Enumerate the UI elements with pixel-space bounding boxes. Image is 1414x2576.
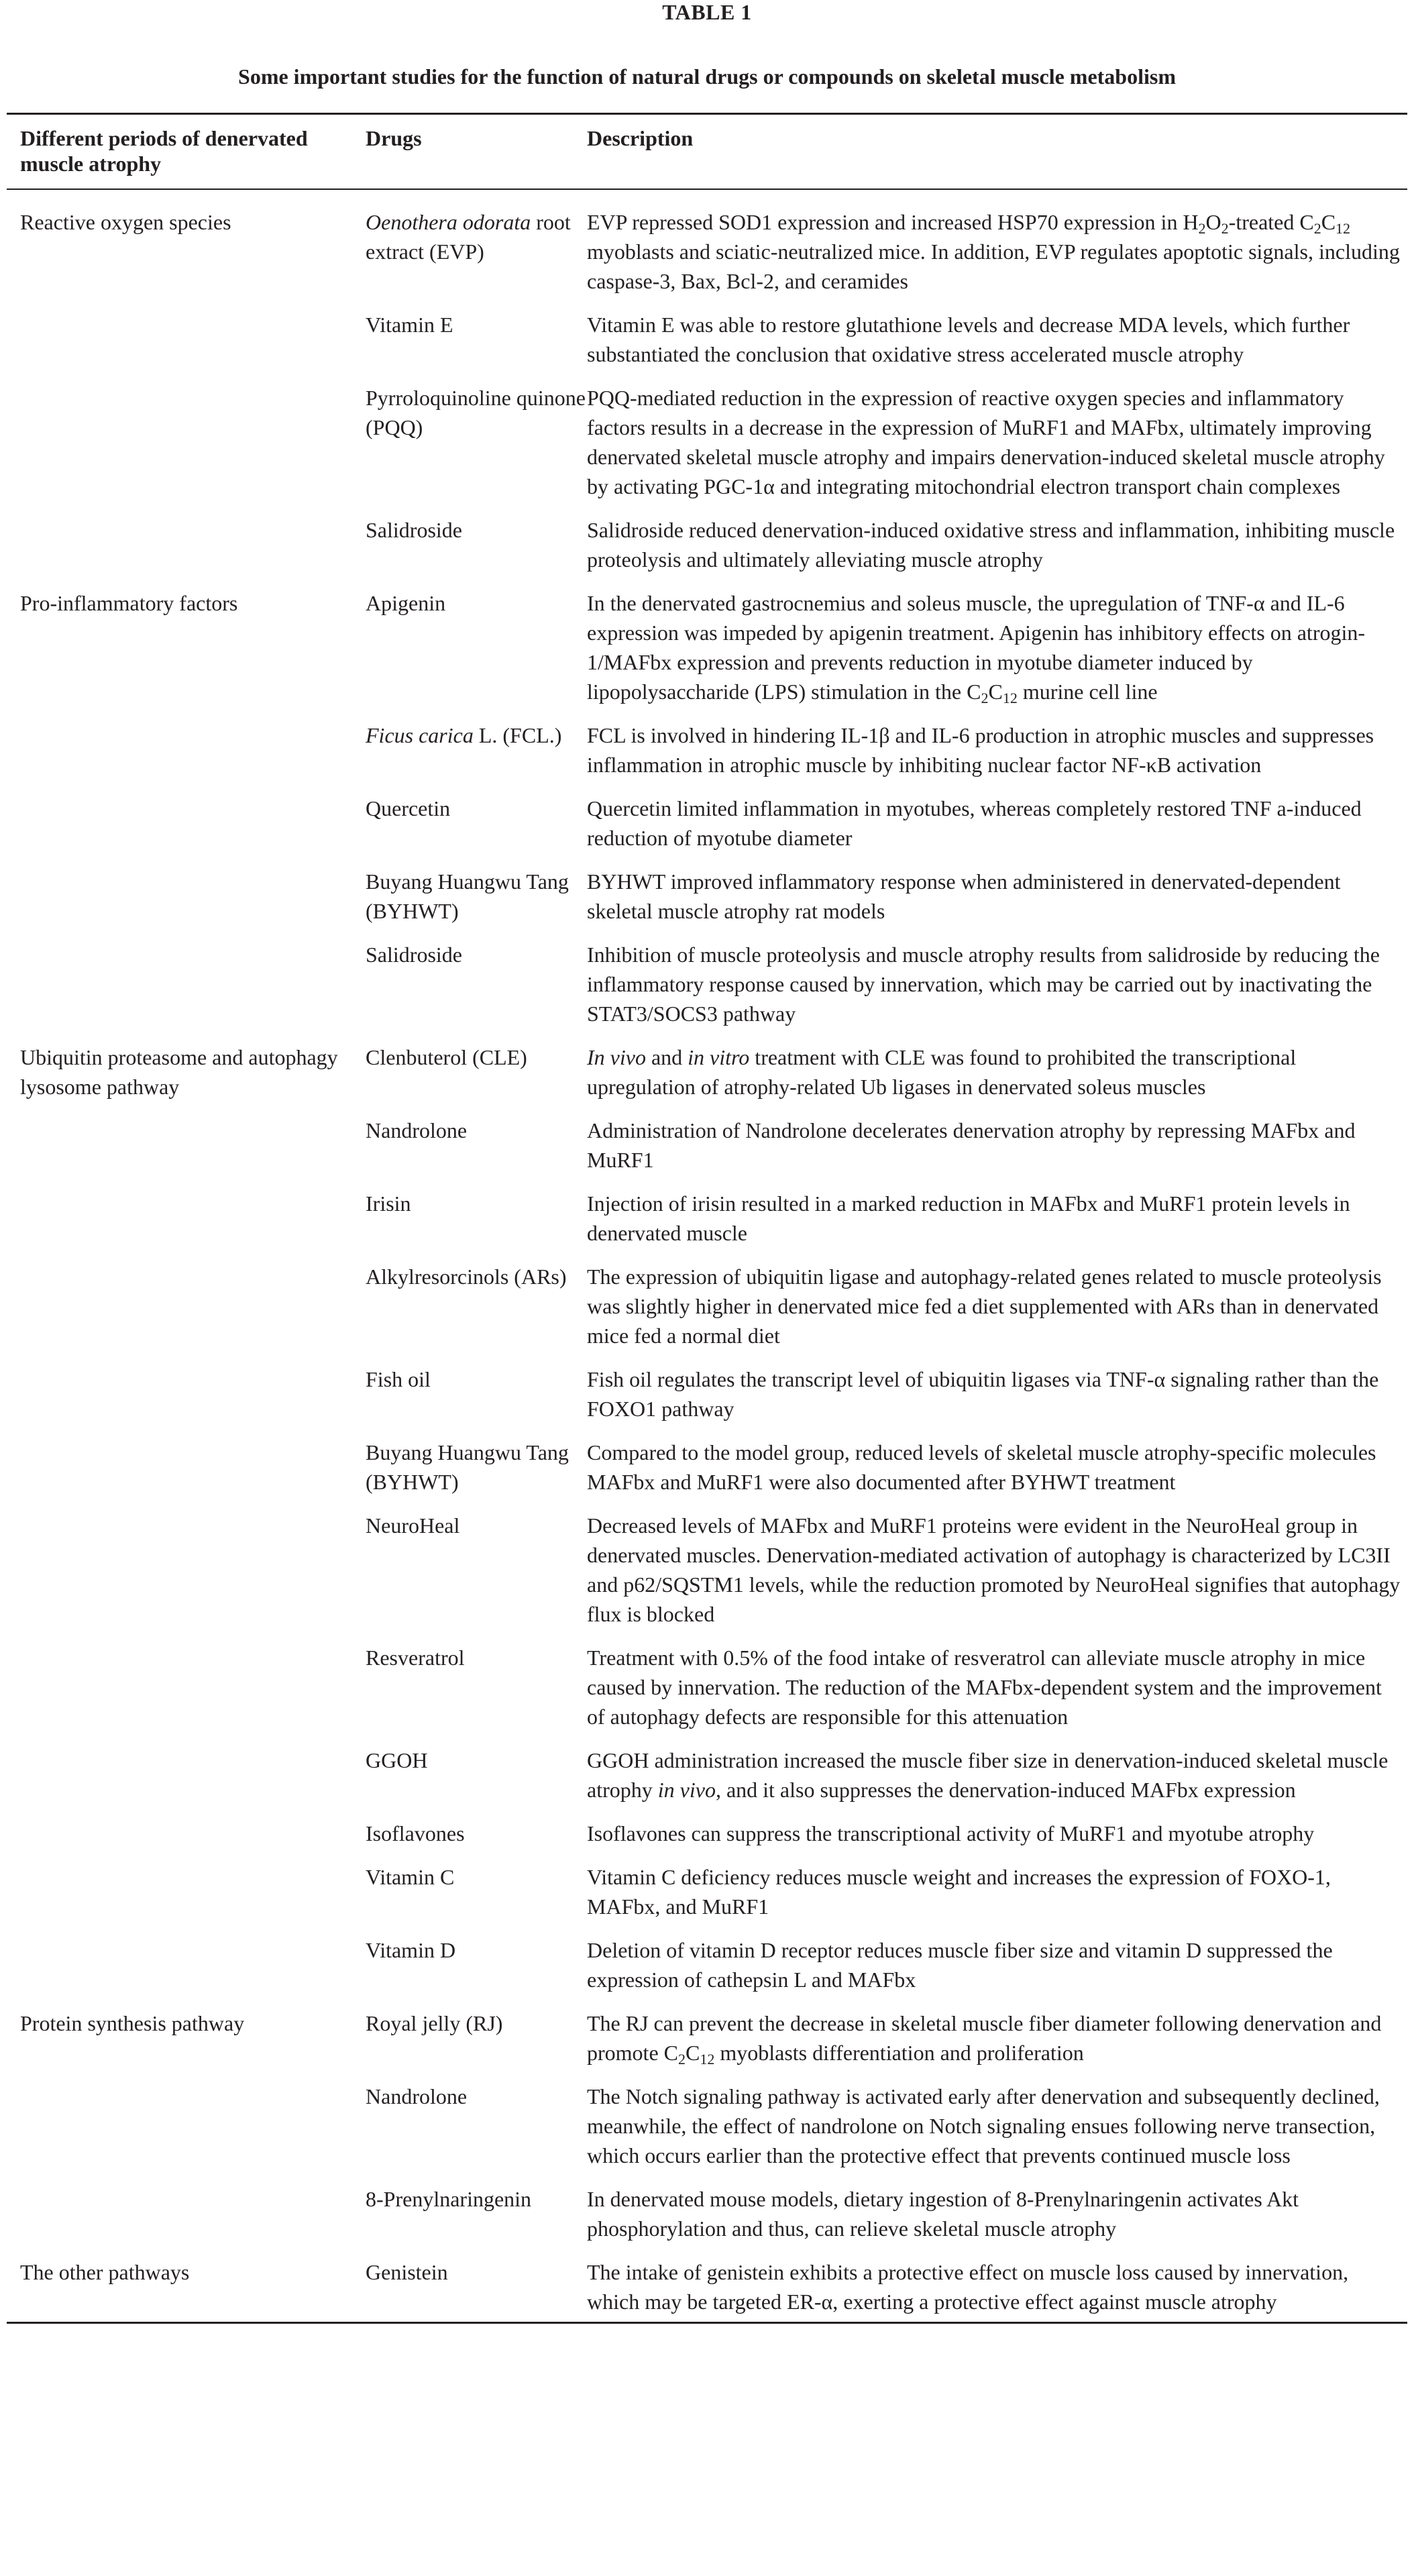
table-row	[7, 2076, 1407, 2179]
cell-drug: Oenothera odorata root extract (EVP)	[366, 210, 571, 264]
table-row	[7, 510, 1407, 583]
cell-period	[7, 715, 356, 788]
table-header-row	[7, 114, 1407, 190]
cell-drug: Vitamin D	[366, 1938, 456, 1962]
table-row	[7, 2179, 1407, 2252]
cell-drug: Salidroside	[366, 943, 462, 967]
cell-period	[7, 1740, 356, 1813]
table-row	[7, 1110, 1407, 1183]
cell-drug: 8-Prenylnaringenin	[366, 2187, 532, 2211]
table-row	[7, 1505, 1407, 1638]
table-row	[7, 1813, 1407, 1857]
table-row	[7, 1359, 1407, 1432]
cell-description: The Notch signaling pathway is activated early after denervation and subsequently declined, meanwhile, the effect of nandrolone on Notch signaling ensues following nerve transection, which occurs earlier than the protective effect that prevents continued muscle loss	[587, 2084, 1380, 2167]
cell-description: The RJ can prevent the decrease in skeletal muscle fiber diameter following denervation and promote $C_2C_{12}$ myoblasts differentiation and proliferation	[587, 2011, 1382, 2068]
cell-drug: Royal jelly (RJ)	[366, 2011, 503, 2035]
cell-period	[7, 1432, 356, 1505]
cell-period	[7, 788, 356, 861]
table-row	[7, 305, 1407, 378]
cell-drug: Buyang Huangwu Tang (BYHWT)	[366, 869, 569, 923]
cell-description: BYHWT improved inflammatory response when administered in denervated-dependent skeletal muscle atrophy rat models	[587, 869, 1341, 923]
cell-description: Decreased levels of MAFbx and MuRF1 proteins were evident in the NeuroHeal group in denervated muscles. Denervation-mediated activation of autophagy is characterized by LC3II and p62/SQSTM1 levels, while the reduction promoted by NeuroHeal signifies that autophagy flux is blocked	[587, 1513, 1401, 1626]
cell-drug: NeuroHeal	[366, 1513, 460, 1538]
table-row	[7, 1432, 1407, 1505]
cell-period: Pro-inflammatory factors	[20, 591, 238, 615]
cell-drug: Irisin	[366, 1191, 411, 1216]
cell-period	[7, 1110, 356, 1183]
cell-description: Vitamin E was able to restore glutathione levels and decrease MDA levels, which further substantiated the conclusion that oxidative stress accelerated muscle atrophy	[587, 313, 1350, 366]
cell-period: The other pathways	[20, 2260, 190, 2284]
cell-drug: Resveratrol	[366, 1646, 465, 1670]
table-label: TABLE 1	[662, 0, 752, 24]
cell-description: Treatment with 0.5% of the food intake of resveratrol can alleviate muscle atrophy in mice caused by innervation. The reduction of the MAFbx-dependent system and the improvement of autophagy defects are responsible for this attenuation	[587, 1646, 1382, 1729]
cell-description: In vivo and in vitro treatment with CLE was found to prohibited the transcriptional upregulation of atrophy-related Ub ligases in denervated soleus muscles	[587, 1045, 1297, 1099]
cell-period	[7, 1359, 356, 1432]
cell-drug: Ficus carica L. (FCL.)	[366, 723, 562, 747]
cell-description: The intake of genistein exhibits a protective effect on muscle loss caused by innervation, which may be targeted ER-α, exerting a protective effect against muscle atrophy	[587, 2260, 1349, 2314]
table-row	[7, 1256, 1407, 1359]
cell-period	[7, 1256, 356, 1359]
cell-drug: Salidroside	[366, 518, 462, 542]
cell-drug: Genistein	[366, 2260, 448, 2284]
table-row	[7, 1857, 1407, 1930]
table-row	[7, 2003, 1407, 2076]
cell-period	[7, 1638, 356, 1740]
table-row	[7, 2252, 1407, 2323]
cell-description: Vitamin C deficiency reduces muscle weight and increases the expression of FOXO-1, MAFbx, and MuRF1	[587, 1865, 1331, 1919]
cell-period	[7, 2179, 356, 2252]
cell-drug: Fish oil	[366, 1367, 431, 1391]
cell-period	[7, 378, 356, 510]
cell-drug: Vitamin C	[366, 1865, 455, 1889]
table-row	[7, 715, 1407, 788]
cell-description: FCL is involved in hindering IL-1β and IL-6 production in atrophic muscles and suppresses inflammation in atrophic muscle by inhibiting nuclear factor NF-κB activation	[587, 723, 1374, 777]
table-row	[7, 189, 1407, 305]
cell-period: Protein synthesis pathway	[20, 2011, 245, 2035]
cell-description: Injection of irisin resulted in a marked reduction in MAFbx and MuRF1 protein levels in denervated muscle	[587, 1191, 1350, 1245]
cell-description: PQQ-mediated reduction in the expression of reactive oxygen species and inflammatory factors results in a decrease in the expression of MuRF1 and MAFbx, ultimately improving denervated skeletal muscle atrophy and impairs denervation-induced skeletal muscle atrophy by activating PGC-1α and integrating mitochondrial electron transport chain complexes	[587, 386, 1385, 498]
cell-period	[7, 861, 356, 934]
cell-drug: Clenbuterol (CLE)	[366, 1045, 527, 1069]
table-caption: Some important studies for the function of natural drugs or compounds on skeletal muscle metabolism	[238, 64, 1176, 89]
cell-period	[7, 510, 356, 583]
cell-description: Salidroside reduced denervation-induced oxidative stress and inflammation, inhibiting muscle proteolysis and ultimately alleviating muscle atrophy	[587, 518, 1395, 572]
cell-period	[7, 305, 356, 378]
table-row	[7, 934, 1407, 1037]
header-description: Description	[587, 126, 694, 150]
cell-drug: Buyang Huangwu Tang (BYHWT)	[366, 1440, 569, 1494]
table-row	[7, 788, 1407, 861]
cell-drug: GGOH	[366, 1748, 428, 1772]
cell-period	[7, 2076, 356, 2179]
cell-drug: Apigenin	[366, 591, 446, 615]
cell-description: GGOH administration increased the muscle fiber size in denervation-induced skeletal muscle atrophy in vivo, and it also suppresses the denervation-induced MAFbx expression	[587, 1748, 1389, 1802]
cell-description: In denervated mouse models, dietary ingestion of 8-Prenylnaringenin activates Akt phosphorylation and thus, can relieve skeletal muscle atrophy	[587, 2187, 1299, 2241]
cell-drug: Isoflavones	[366, 1821, 465, 1845]
table-row	[7, 1638, 1407, 1740]
table-row	[7, 861, 1407, 934]
cell-description: Isoflavones can suppress the transcriptional activity of MuRF1 and myotube atrophy	[587, 1821, 1315, 1845]
cell-period	[7, 1183, 356, 1256]
cell-drug: Quercetin	[366, 796, 451, 820]
header-drugs: Drugs	[366, 126, 422, 150]
cell-description: EVP repressed SOD1 expression and increased HSP70 expression in $H_2O_2$-treated $C_2C_{12}$ myoblasts and sciatic-neutralized mice. In addition, EVP regulates apoptotic signals, including caspase-3, Bax, Bcl-2, and ceramides	[587, 210, 1400, 293]
cell-description: Administration of Nandrolone decelerates denervation atrophy by repressing MAFbx and MuRF1	[587, 1118, 1356, 1172]
cell-period	[7, 1857, 356, 1930]
cell-period: Reactive oxygen species	[20, 210, 231, 234]
cell-drug: Nandrolone	[366, 2084, 468, 2108]
table-row	[7, 378, 1407, 510]
cell-drug: Alkylresorcinols (ARs)	[366, 1265, 567, 1289]
cell-period	[7, 1813, 356, 1857]
header-period: Different periods of denervated muscle atrophy	[20, 126, 308, 176]
cell-period	[7, 1505, 356, 1638]
table-row	[7, 1037, 1407, 1110]
table-row	[7, 1930, 1407, 2003]
cell-description: Fish oil regulates the transcript level of ubiquitin ligases via TNF-α signaling rather than the FOXO1 pathway	[587, 1367, 1379, 1421]
cell-description: In the denervated gastrocnemius and soleus muscle, the upregulation of TNF-α and IL-6 expression was impeded by apigenin treatment. Apigenin has inhibitory effects on atrogin-1/MAFbx expression and prevents reduction in myotube diameter induced by lipopolysaccharide (LPS) stimulation in the $C_2C_{12}$ murine cell line	[587, 591, 1366, 706]
cell-drug: Vitamin E	[366, 313, 453, 337]
cell-period	[7, 934, 356, 1037]
studies-table	[7, 113, 1407, 2324]
cell-period	[7, 1930, 356, 2003]
cell-period: Ubiquitin proteasome and autophagy lysosome pathway	[20, 1045, 338, 1099]
table-row	[7, 583, 1407, 715]
table-row	[7, 1183, 1407, 1256]
cell-drug: Pyrroloquinoline quinone (PQQ)	[366, 386, 586, 439]
cell-description: Quercetin limited inflammation in myotubes, whereas completely restored TNF a-induced reduction of myotube diameter	[587, 796, 1362, 850]
cell-description: Inhibition of muscle proteolysis and muscle atrophy results from salidroside by reducing the inflammatory response caused by innervation, which may be carried out by inactivating the STAT3/SOCS3 pathway	[587, 943, 1380, 1026]
table-row	[7, 1740, 1407, 1813]
cell-description: The expression of ubiquitin ligase and autophagy-related genes related to muscle proteolysis was slightly higher in denervated mice fed a diet supplemented with ARs than in denervated mice fed a normal diet	[587, 1265, 1382, 1348]
cell-drug: Nandrolone	[366, 1118, 468, 1142]
cell-description: Compared to the model group, reduced levels of skeletal muscle atrophy-specific molecules MAFbx and MuRF1 were also documented after BYHWT treatment	[587, 1440, 1376, 1494]
cell-description: Deletion of vitamin D receptor reduces muscle fiber size and vitamin D suppressed the expression of cathepsin L and MAFbx	[587, 1938, 1333, 1992]
